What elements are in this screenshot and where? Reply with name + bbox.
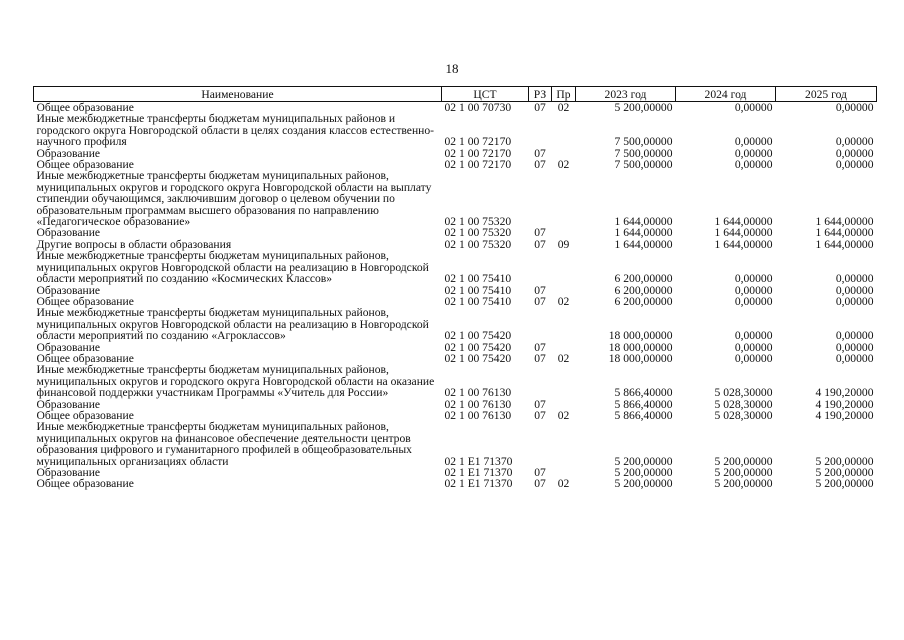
cell-name: Общее образование [36, 294, 134, 308]
cell-2024: 0,00000 [734, 146, 773, 160]
cell-2023: 18 000,00000 [608, 329, 673, 343]
cell-2023: 1 644,00000 [614, 226, 673, 240]
table-row [34, 421, 877, 467]
cell-2023: 5 866,40000 [614, 386, 673, 400]
cell-2024: 0,00000 [734, 351, 773, 365]
cell-name: Образование [36, 226, 101, 240]
cell-name: Иные межбюджетные трансферты бюджетам муниципальных районов, муниципальных округов Новгородской области на реализацию в Новгородской области мероприятий по созданию «Космических Классов» [36, 249, 429, 286]
cell-rz [529, 307, 552, 341]
cell-rz: 07 [534, 408, 546, 422]
header-name: Наименование [34, 87, 442, 102]
cell-cst: 02 1 00 76130 [444, 386, 512, 400]
cell-cst: 02 1 E1 71370 [444, 466, 513, 479]
cell-pr [552, 113, 576, 147]
cell-2024: 0,00000 [734, 294, 773, 308]
cell-pr: 02 [557, 477, 570, 491]
cell-pr: 02 [557, 158, 570, 172]
cell-2025: 0,00000 [835, 146, 874, 160]
cell-2025: 0,00000 [835, 340, 874, 354]
table-header-row [34, 87, 877, 102]
cell-cst: 02 1 00 72170 [444, 146, 512, 160]
cell-rz: 07 [534, 294, 546, 308]
cell-rz: 07 [534, 283, 546, 297]
cell-2024: 5 028,30000 [714, 408, 773, 422]
cell-2024: 0,00000 [734, 283, 773, 297]
cell-name: Иные межбюджетные трансферты бюджетам муниципальных районов, муниципальных округов Новгородской области на реализацию в Новгородской области мероприятий по созданию «Агроклассов» [36, 306, 429, 343]
cell-2023: 7 500,00000 [614, 135, 673, 149]
table-row [34, 307, 877, 341]
cell-pr [552, 170, 576, 227]
cell-2023: 1 644,00000 [614, 215, 673, 229]
cell-pr: 09 [557, 237, 570, 251]
cell-2024: 5 200,00000 [714, 454, 773, 468]
cell-name: Иные межбюджетные трансферты бюджетам муниципальных районов, муниципальных округов и городского округа Новгородской области на оказание финансовой поддержки участникам Программы «Учитель для России» [36, 363, 435, 400]
header-cst: ЦСТ [442, 87, 529, 102]
cell-2024: 0,00000 [734, 329, 773, 343]
cell-2024: 0,00000 [734, 101, 773, 114]
cell-2024: 5 200,00000 [714, 466, 773, 479]
cell-rz [529, 364, 552, 398]
cell-2025: 4 190,20000 [815, 408, 874, 422]
cell-2025: 5 200,00000 [815, 466, 874, 479]
table-body [34, 102, 877, 490]
table-row [34, 364, 877, 398]
cell-2023: 18 000,00000 [608, 340, 673, 354]
cell-2023: 5 200,00000 [614, 466, 673, 479]
cell-rz: 07 [534, 477, 546, 491]
cell-2023: 5 200,00000 [614, 454, 673, 468]
page-number: 18 [445, 61, 459, 76]
cell-cst: 02 1 00 70730 [444, 101, 512, 114]
table-row [34, 478, 877, 489]
cell-cst: 02 1 E1 71370 [444, 454, 513, 468]
cell-cst: 02 1 00 75320 [444, 237, 512, 251]
cell-name: Общее образование [36, 477, 134, 491]
cell-2023: 6 200,00000 [614, 283, 673, 297]
cell-pr: 02 [557, 101, 570, 114]
header-2025: 2025 год [776, 87, 877, 102]
cell-rz: 07 [534, 351, 546, 365]
header-2024: 2024 год [676, 87, 776, 102]
cell-pr: 02 [557, 351, 570, 365]
cell-name: Образование [36, 397, 101, 411]
header-pr: Пр [552, 87, 576, 102]
cell-2025: 1 644,00000 [815, 226, 874, 240]
cell-2023: 18 000,00000 [608, 351, 673, 365]
cell-2024: 0,00000 [734, 158, 773, 172]
cell-cst: 02 1 00 75320 [444, 226, 512, 240]
cell-rz [529, 113, 552, 147]
cell-2025: 4 190,20000 [815, 397, 874, 411]
cell-2025: 0,00000 [835, 101, 874, 114]
cell-name: Образование [36, 466, 101, 479]
table-row [34, 250, 877, 284]
cell-2025: 0,00000 [835, 294, 874, 308]
cell-2023: 5 866,40000 [614, 397, 673, 411]
cell-cst: 02 1 00 75420 [444, 340, 512, 354]
cell-cst: 02 1 00 75420 [444, 351, 512, 365]
cell-pr [552, 250, 576, 284]
cell-name: Образование [36, 146, 101, 160]
cell-2025: 0,00000 [835, 272, 874, 286]
cell-cst: 02 1 E1 71370 [444, 477, 513, 491]
cell-2023: 5 200,00000 [614, 477, 673, 491]
cell-name: Другие вопросы в области образования [36, 237, 232, 251]
cell-rz: 07 [534, 146, 546, 160]
cell-2023: 6 200,00000 [614, 272, 673, 286]
cell-2023: 7 500,00000 [614, 146, 673, 160]
cell-2024: 0,00000 [734, 272, 773, 286]
cell-name: Иные межбюджетные трансферты бюджетам муниципальных районов и городского округа Новгородской области в целях создания классов естественно-научного профиля [36, 112, 435, 149]
cell-name: Иные межбюджетные трансферты бюджетам муниципальных районов, муниципальных округов и городского округа Новгородской области на выплату стипендии обучающимся, заключившим договор о целевом обучении по образовательным программам высшего образования по направлению «Педагогическое образование» [36, 169, 432, 229]
cell-name: Общее образование [36, 408, 134, 422]
cell-rz: 07 [534, 158, 546, 172]
cell-2025: 0,00000 [835, 283, 874, 297]
cell-rz: 07 [534, 466, 546, 479]
cell-cst: 02 1 00 75420 [444, 329, 512, 343]
cell-cst: 02 1 00 75320 [444, 215, 512, 229]
cell-rz: 07 [534, 397, 546, 411]
cell-cst: 02 1 00 76130 [444, 408, 512, 422]
cell-2023: 1 644,00000 [614, 237, 673, 251]
cell-2024: 1 644,00000 [714, 226, 773, 240]
cell-2025: 4 190,20000 [815, 386, 874, 400]
cell-name: Общее образование [36, 101, 134, 114]
cell-2025: 0,00000 [835, 158, 874, 172]
cell-2023: 5 866,40000 [614, 408, 673, 422]
budget-table [33, 86, 877, 490]
cell-pr: 02 [557, 408, 570, 422]
cell-2025: 0,00000 [835, 351, 874, 365]
cell-name: Образование [36, 283, 101, 297]
cell-cst: 02 1 00 72170 [444, 158, 512, 172]
cell-pr [552, 364, 576, 398]
cell-rz [529, 170, 552, 227]
cell-2024: 5 028,30000 [714, 397, 773, 411]
cell-2024: 0,00000 [734, 135, 773, 149]
cell-2024: 5 028,30000 [714, 386, 773, 400]
cell-rz [529, 250, 552, 284]
cell-rz: 07 [534, 237, 546, 251]
cell-2025: 0,00000 [835, 329, 874, 343]
cell-2024: 1 644,00000 [714, 215, 773, 229]
cell-rz: 07 [534, 340, 546, 354]
cell-rz [529, 421, 552, 467]
cell-name: Общее образование [36, 351, 134, 365]
cell-2025: 5 200,00000 [815, 454, 874, 468]
cell-2024: 1 644,00000 [714, 237, 773, 251]
cell-rz: 07 [534, 101, 546, 114]
header-rz: РЗ [529, 87, 552, 102]
cell-2023: 6 200,00000 [614, 294, 673, 308]
table-row [34, 170, 877, 227]
cell-cst: 02 1 00 75410 [444, 294, 512, 308]
cell-name: Общее образование [36, 158, 134, 172]
cell-2023: 5 200,00000 [614, 101, 673, 114]
cell-2025: 1 644,00000 [815, 215, 874, 229]
cell-2025: 0,00000 [835, 135, 874, 149]
cell-name: Иные межбюджетные трансферты бюджетам муниципальных районов, муниципальных округов на финансовое обеспечение деятельности центров образования цифрового и гуманитарного профилей в общеобразовательных муниципальных организациях области [36, 420, 412, 468]
table-row [34, 113, 877, 147]
cell-2024: 5 200,00000 [714, 477, 773, 491]
cell-cst: 02 1 00 75410 [444, 272, 512, 286]
cell-rz: 07 [534, 226, 546, 240]
cell-2023: 7 500,00000 [614, 158, 673, 172]
cell-name: Образование [36, 340, 101, 354]
cell-2025: 1 644,00000 [815, 237, 874, 251]
cell-pr [552, 307, 576, 341]
cell-2024: 0,00000 [734, 340, 773, 354]
cell-pr [552, 421, 576, 467]
cell-2025: 5 200,00000 [815, 477, 874, 491]
header-2023: 2023 год [576, 87, 676, 102]
cell-cst: 02 1 00 75410 [444, 283, 512, 297]
cell-pr: 02 [557, 294, 570, 308]
cell-cst: 02 1 00 72170 [444, 135, 512, 149]
cell-cst: 02 1 00 76130 [444, 397, 512, 411]
